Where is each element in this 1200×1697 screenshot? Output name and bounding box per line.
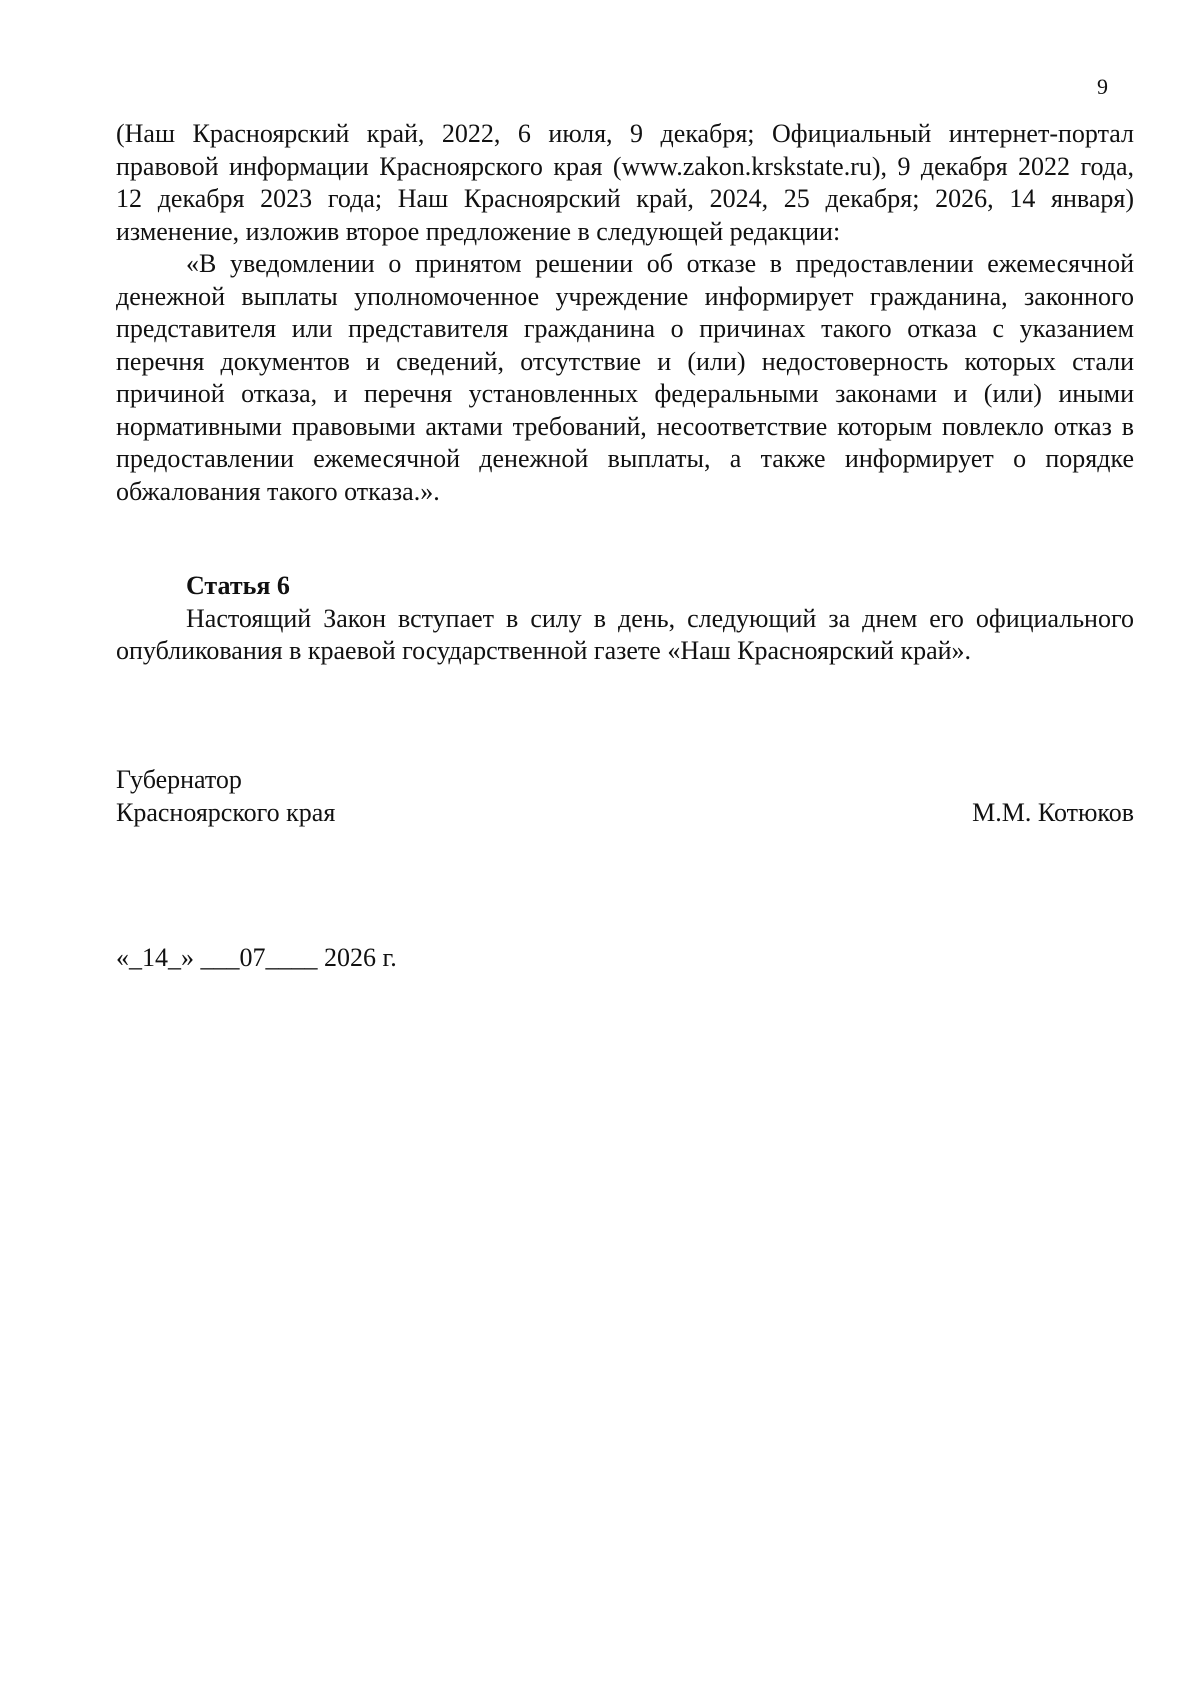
signature-position-line-2: Красноярского края <box>116 797 336 827</box>
signature-row <box>116 797 1134 830</box>
intro-section <box>116 118 1134 508</box>
signature-position-line-1: Губернатор <box>116 765 242 794</box>
intro-paragraph-1: (Наш Красноярский край, 2022, 6 июля, 9 декабря; Официальный интернет-портал правовой информации Красноярского края (www.zakon.krskstate.ru), 9 декабря 2022 года, 12 декабря 2023 года; Наш Красноярский край, 2024, 25 декабря; 2026, 14 января) изменение, изложив второе предложение в следующей редакции: <box>116 119 1134 246</box>
article-title: Статья 6 <box>186 571 290 600</box>
signature-name: М.М. Котюков <box>972 797 1134 827</box>
article-6-section <box>116 570 1134 668</box>
page-number: 9 <box>1097 74 1108 99</box>
signature-block <box>116 764 1134 829</box>
intro-paragraph-2: «В уведомлении о принятом решении об отказе в предоставлении ежемесячной денежной выплаты уполномоченное учреждение информирует гражданина, законного представителя или представителя гражданина о причинах такого отказа с указанием перечня документов и сведений, отсутствие и (или) недостоверность которых стали причиной отказа, и перечня установленных федеральными законами и (или) иными нормативными правовыми актами требований, несоответствие которым повлекло отказ в предоставлении ежемесячной денежной выплаты, а также информирует о порядке обжалования такого отказа.». <box>116 249 1134 506</box>
document-date: «_14_» ___07____ 2026 г. <box>116 943 397 972</box>
article-text: Настоящий Закон вступает в силу в день, следующий за днем его официального опубликования в краевой государственной газете «Наш Красноярский край». <box>116 603 1134 665</box>
